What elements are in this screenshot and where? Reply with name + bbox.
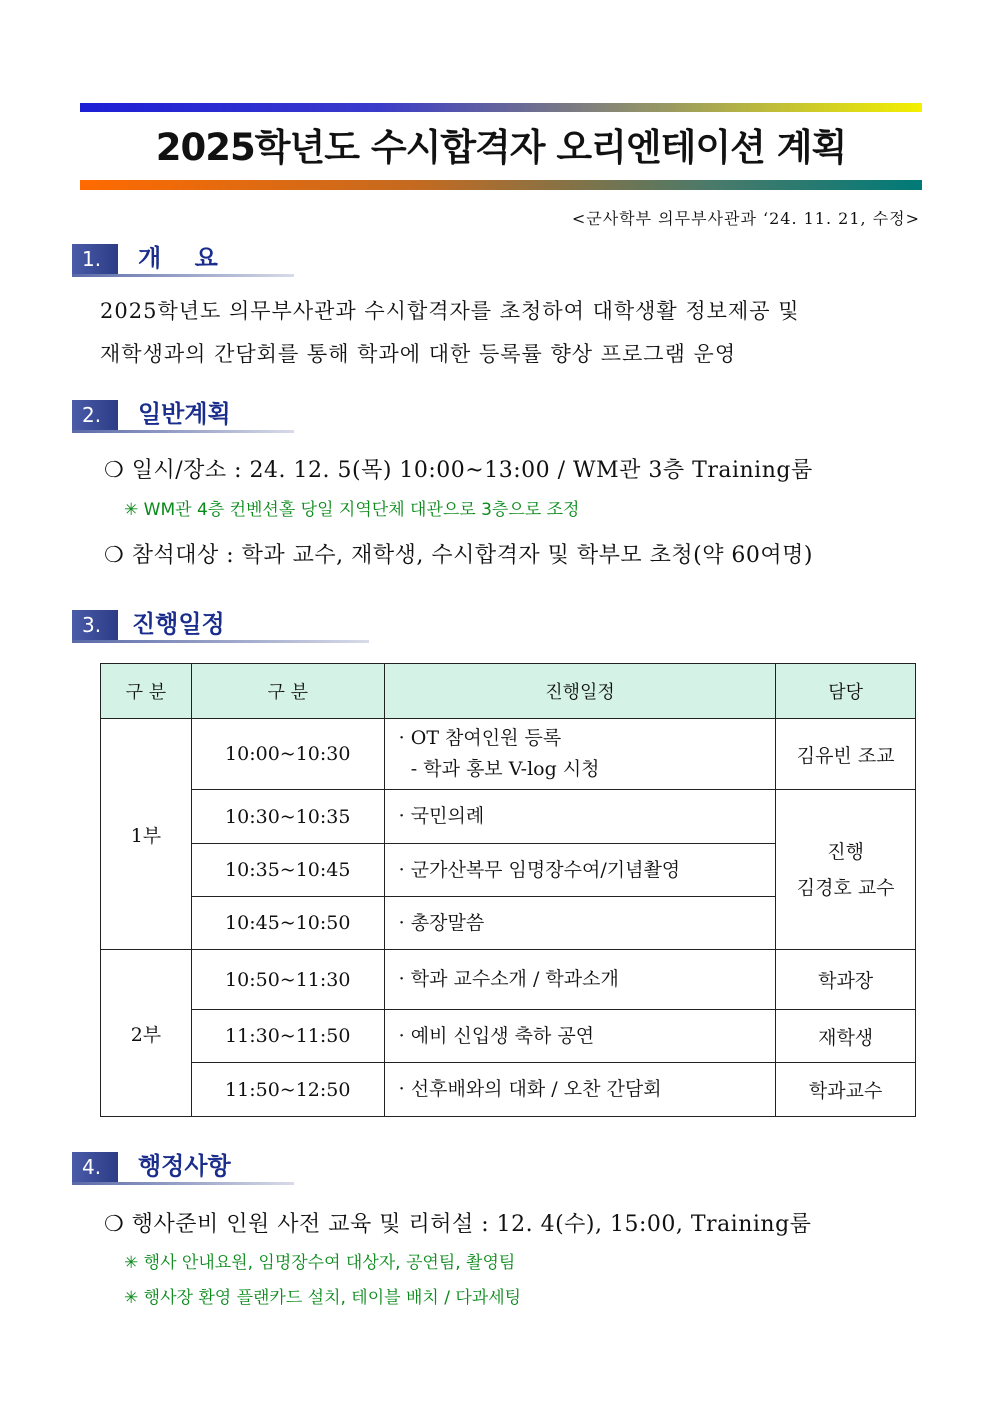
time-cell: 10:00~10:30	[191, 719, 384, 790]
section-underline	[72, 640, 369, 643]
section-underline	[72, 430, 294, 433]
table-row	[101, 790, 916, 844]
general-attendees: ❍ 참석대상 : 학과 교수, 재학생, 수시합격자 및 학부모 초청(약 60여명)	[104, 543, 814, 568]
activity-cell: · 학과 교수소개 / 학과소개	[384, 950, 776, 1010]
overview-line-1: 2025학년도 의무부사관과 수시합격자를 초청하여 대학생활 정보제공 및	[100, 299, 800, 323]
table-header-row	[101, 664, 916, 719]
activity-cell: · 국민의례	[384, 790, 776, 844]
overview-line-2: 재학생과의 간담회를 통해 학과에 대한 등록률 향상 프로그램 운영	[100, 342, 737, 366]
owner-name: 김경호 교수	[796, 876, 895, 899]
table-row	[101, 1063, 916, 1117]
document-subtitle: <군사학부 의무부사관과 ‘24. 11. 21, 수정>	[571, 209, 920, 228]
general-venue-note: ✳ WM관 4층 컨벤션홀 당일 지역단체 대관으로 3층으로 조정	[124, 500, 580, 520]
activity-cell: · 선후배와의 대화 / 오찬 간담회	[384, 1063, 776, 1117]
merged-owner-cell	[776, 790, 916, 950]
admin-note-staff: ✳ 행사 안내요원, 임명장수여 대상자, 공연팀, 촬영팀	[124, 1253, 516, 1273]
title-top-bar	[80, 103, 922, 112]
page-title: 2025학년도 수시합격자 오리엔테이션 계획	[155, 126, 847, 169]
time-cell: 10:50~11:30	[191, 950, 384, 1010]
section-number: 2.	[72, 400, 118, 430]
activity-cell: · 예비 신입생 축하 공연	[384, 1010, 776, 1063]
owner-cell: 재학생	[776, 1010, 916, 1063]
section-admin-header	[72, 1152, 294, 1182]
section-title: 행정사항	[138, 1152, 231, 1180]
section-overview-header	[72, 244, 294, 274]
time-cell: 11:50~12:50	[191, 1063, 384, 1117]
section-title: 진행일정	[132, 610, 225, 638]
owner-cell: 학과장	[776, 950, 916, 1010]
section-number: 4.	[72, 1152, 118, 1182]
section-title: 일반계획	[138, 400, 231, 428]
activity-cell: · 총장말씀	[384, 897, 776, 950]
table-row	[101, 950, 916, 1010]
activity-subline: - 학과 홍보 V-log 시청	[398, 758, 600, 780]
header-owner: 담당	[776, 664, 916, 719]
table-row	[101, 719, 916, 790]
admin-note-setup: ✳ 행사장 환영 플랜카드 설치, 테이블 배치 / 다과세팅	[124, 1288, 522, 1308]
table-row	[101, 1010, 916, 1063]
owner-cell: 학과교수	[776, 1063, 916, 1117]
section-underline	[72, 274, 294, 277]
title-bottom-bar	[80, 180, 922, 190]
section-number: 1.	[72, 244, 118, 274]
time-cell: 10:30~10:35	[191, 790, 384, 844]
header-activity: 진행일정	[384, 664, 776, 719]
activity-cell	[384, 719, 776, 790]
owner-cell: 김유빈 조교	[776, 719, 916, 790]
owner-role: 진행	[827, 840, 864, 863]
time-cell: 11:30~11:50	[191, 1010, 384, 1063]
general-datetime-place: ❍ 일시/장소 : 24. 12. 5(목) 10:00~13:00 / WM관 3층 Training룸	[104, 458, 813, 483]
section-number: 3.	[72, 610, 118, 640]
time-cell: 10:45~10:50	[191, 897, 384, 950]
part-2-cell: 2부	[101, 950, 192, 1117]
schedule-table	[100, 663, 916, 1117]
admin-rehearsal: ❍ 행사준비 인원 사전 교육 및 리허설 : 12. 4(수), 15:00, Training룸	[104, 1212, 812, 1237]
section-underline	[72, 1182, 294, 1185]
overview-text	[100, 290, 800, 376]
activity-line: · OT 참여인원 등록	[398, 727, 562, 749]
header-part: 구 분	[101, 664, 192, 719]
section-general-header	[72, 400, 294, 430]
section-title: 개 요	[138, 244, 218, 272]
section-schedule-header	[72, 610, 369, 640]
header-time: 구 분	[191, 664, 384, 719]
activity-cell: · 군가산복무 임명장수여/기념촬영	[384, 844, 776, 897]
part-1-cell: 1부	[101, 719, 192, 950]
time-cell: 10:35~10:45	[191, 844, 384, 897]
